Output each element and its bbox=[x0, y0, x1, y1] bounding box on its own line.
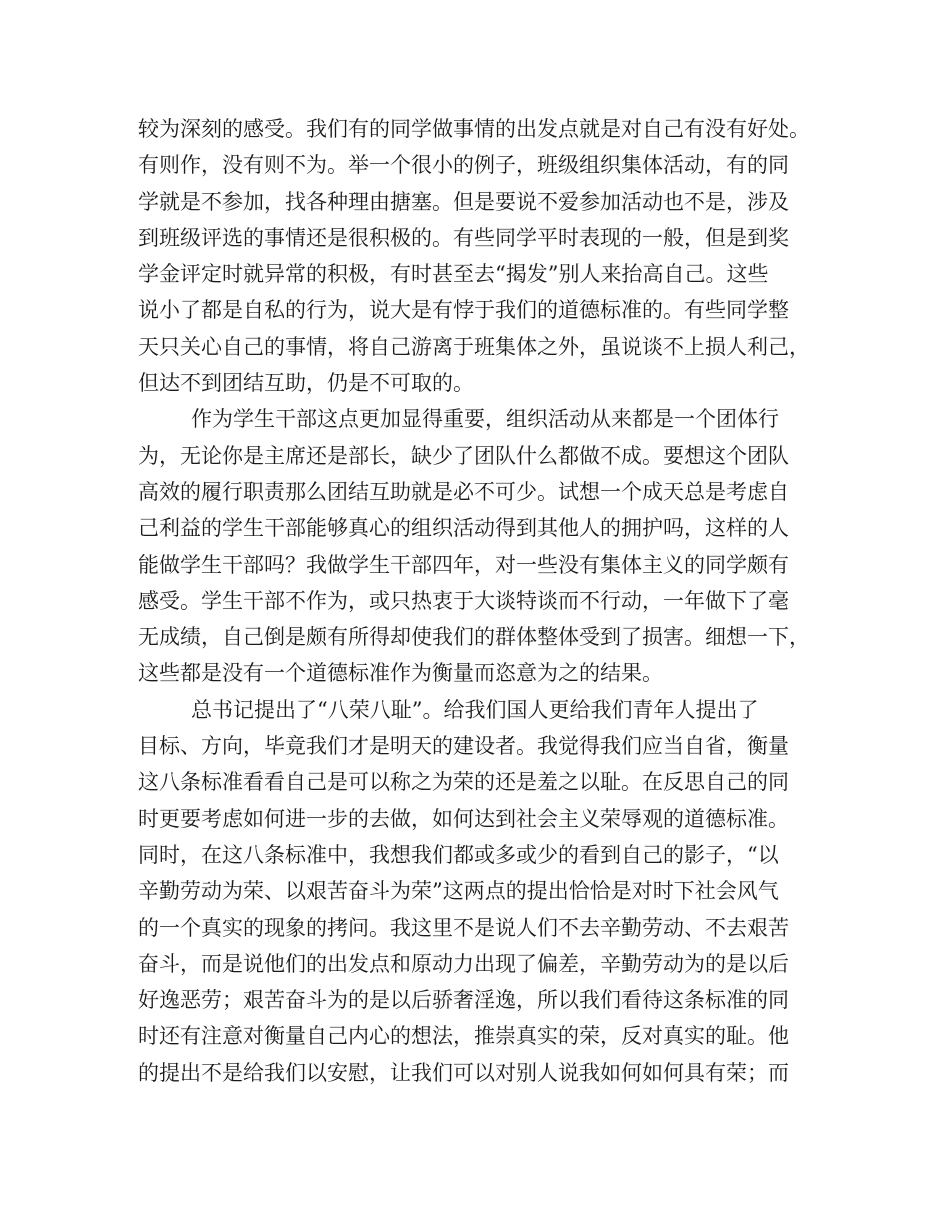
text-line: 感受。学生干部不作为，或只热衷于大谈特谈而不行动，一年做下了毫 bbox=[138, 588, 789, 613]
text-line: 的一个真实的现象的拷问。我这里不是说人们不去辛勤劳动、不去艰苦 bbox=[138, 915, 789, 940]
text-line: 己利益的学生干部能够真心的组织活动得到其他人的拥护吗，这样的人 bbox=[138, 516, 789, 541]
text-line: 同时，在这八条标准中，我想我们都或多或少的看到自己的影子，“以 bbox=[138, 842, 779, 867]
text-line: 较为深刻的感受。我们有的同学做事情的出发点就是对自己有没有好处。 bbox=[138, 117, 810, 141]
text-line: 作为学生干部这点更加显得重要，组织活动从来都是一个团体行 bbox=[191, 407, 779, 432]
text-line: 高效的履行职责那么团结互助就是必不可少。试想一个成天总是考虑自 bbox=[138, 479, 789, 504]
text-line: 天只关心自己的事情，将自己游离于班集体之外，虽说谈不上损人利己， bbox=[138, 334, 810, 359]
text-line: 能做学生干部吗？我做学生干部四年，对一些没有集体主义的同学颇有 bbox=[138, 552, 789, 577]
text-line: 这些都是没有一个道德标准作为衡量而恣意为之的结果。 bbox=[138, 661, 663, 686]
text-line: 总书记提出了“八荣八耻”。给我们国人更给我们青年人提出了 bbox=[191, 697, 759, 722]
text-line: 说小了都是自私的行为，说大是有悖于我们的道德标准的。有些同学整 bbox=[138, 298, 789, 323]
text-line: 奋斗，而是说他们的出发点和原动力出现了偏差，辛勤劳动为的是以后 bbox=[138, 951, 789, 976]
text-line: 为，无论你是主席还是部长，缺少了团队什么都做不成。要想这个团队 bbox=[138, 443, 789, 468]
text-line: 但达不到团结互助，仍是不可取的。 bbox=[138, 371, 474, 396]
text-line: 这八条标准看看自己是可以称之为荣的还是羞之以耻。在反思自己的同 bbox=[138, 770, 789, 795]
text-line: 无成绩，自己倒是颇有所得却使我们的群体整体受到了损害。细想一下， bbox=[138, 625, 810, 650]
text-line: 学就是不参加，找各种理由搪塞。但是要说不爱参加活动也不是，涉及 bbox=[138, 189, 789, 214]
text-line: 时更要考虑如何进一步的去做，如何达到社会主义荣辱观的道德标准。 bbox=[138, 806, 789, 831]
text-line: 有则作，没有则不为。举一个很小的例子，班级组织集体活动，有的同 bbox=[138, 153, 789, 178]
document-body bbox=[138, 111, 828, 1091]
text-line: 的提出不是给我们以安慰，让我们可以对别人说我如何如何具有荣；而 bbox=[138, 1060, 789, 1085]
text-line: 时还有注意对衡量自己内心的想法，推崇真实的荣，反对真实的耻。他 bbox=[138, 1024, 789, 1049]
text-line: 辛勤劳动为荣、以艰苦奋斗为荣”这两点的提出恰恰是对时下社会风气 bbox=[138, 879, 779, 904]
text-line: 到班级评选的事情还是很积极的。有些同学平时表现的一般，但是到奖 bbox=[138, 225, 789, 250]
text-line: 学金评定时就异常的积极，有时甚至去“揭发”别人来抬高自己。这些 bbox=[138, 262, 769, 287]
text-line: 目标、方向，毕竟我们才是明天的建设者。我觉得我们应当自省，衡量 bbox=[138, 734, 789, 759]
text-line: 好逸恶劳；艰苦奋斗为的是以后骄奢淫逸，所以我们看待这条标准的同 bbox=[138, 988, 789, 1013]
